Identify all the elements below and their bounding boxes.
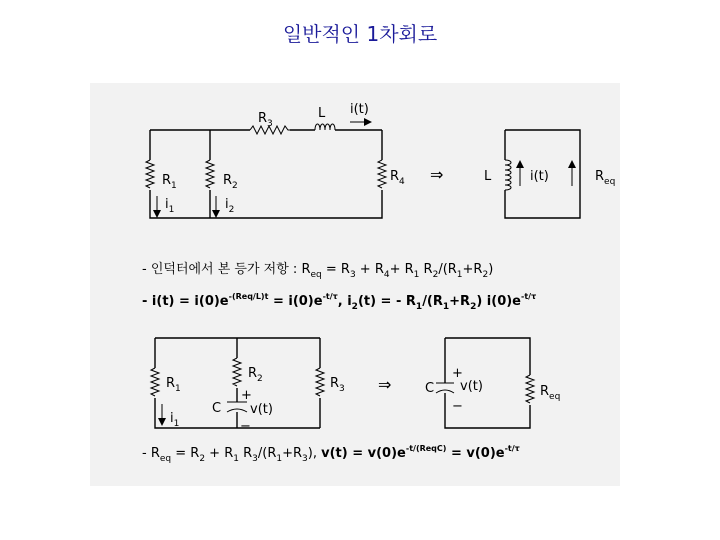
c1-r3-label: $R_3$ (258, 111, 273, 129)
equation-2: - $i(t) = i(0)e^{-(Req/L)t} = i(0)e^{-t/\tau}$, $i_2(t)$ = - $R_1/(R_1+R_2)$ $i(0)e^{-t/\tau}$ (142, 292, 537, 312)
c2-r3-label: $R_3$ (330, 376, 345, 394)
circuit-2 (151, 338, 345, 434)
c2-minus-label: − (240, 419, 251, 434)
c1-r4-resistor (378, 160, 386, 188)
c1-arrow: ⇒ (430, 165, 444, 184)
c2-i1-label: $i_1$ (170, 411, 180, 429)
c2-r1-label: $R_1$ (166, 376, 181, 394)
c2-v-t-label: v(t) (250, 402, 273, 417)
c2-plus-label: + (241, 388, 252, 403)
c1-eq-l-label: L (484, 169, 492, 184)
c2-c-label: C (212, 401, 222, 416)
c1-left-wire (150, 130, 210, 218)
c2-eq-wire (445, 338, 530, 428)
circuit-2-equivalent (378, 338, 560, 428)
c2-eq-req-label: $R_{eq}$ (540, 384, 561, 402)
circuit-1 (146, 102, 405, 218)
c2-eq-v-t-label: v(t) (460, 379, 483, 394)
circuit-1-equivalent (430, 130, 615, 218)
c1-l-inductor (315, 124, 335, 130)
c1-l-label: L (318, 106, 326, 121)
c1-eq-inductor (505, 160, 511, 190)
c1-i2-label: $i_2$ (225, 197, 235, 215)
c1-r1-resistor (146, 160, 154, 188)
equation-3: - $R_{eq} = R_2 + R_1$ $R_3/(R_1+R_3)$, $v(t) = v(0)e^{-t/(ReqC)} = v(0)e^{-t/\tau}$ (142, 444, 520, 464)
c2-eq-minus-label: − (452, 399, 463, 414)
page-title: 일반적인 1차회로 (282, 22, 438, 46)
c1-right-wire (210, 130, 382, 218)
c2-arrow: ⇒ (378, 375, 392, 394)
c1-i-t-label: i(t) (350, 102, 369, 117)
c1-r2-label: $R_2$ (223, 173, 238, 191)
c1-r4-label: $R_4$ (390, 169, 405, 187)
c1-eq-i-t-label: i(t) (530, 169, 549, 184)
c2-eq-capacitor-bottom (436, 390, 454, 393)
c2-capacitor-bottom (227, 409, 247, 412)
c2-r2-resistor (233, 358, 241, 386)
c1-eq-req-label: $R_{eq}$ (595, 169, 616, 187)
equation-1: - 인덕터에서 본 등가 저항 : $R_{eq} = R_3 + R_4+ R_1$ $R_2/(R_1+R_2)$ (142, 262, 494, 280)
c2-eq-c-label: C (425, 381, 435, 396)
c2-r3-resistor (316, 368, 324, 396)
c2-r2-label: $R_2$ (248, 366, 263, 384)
c2-eq-plus-label: + (452, 366, 463, 381)
c1-i1-label: $i_1$ (165, 197, 175, 215)
c1-r1-label: $R_1$ (162, 173, 177, 191)
c2-r1-resistor (151, 368, 159, 396)
c1-r2-resistor (206, 160, 214, 188)
c2-eq-req-resistor (526, 375, 534, 403)
